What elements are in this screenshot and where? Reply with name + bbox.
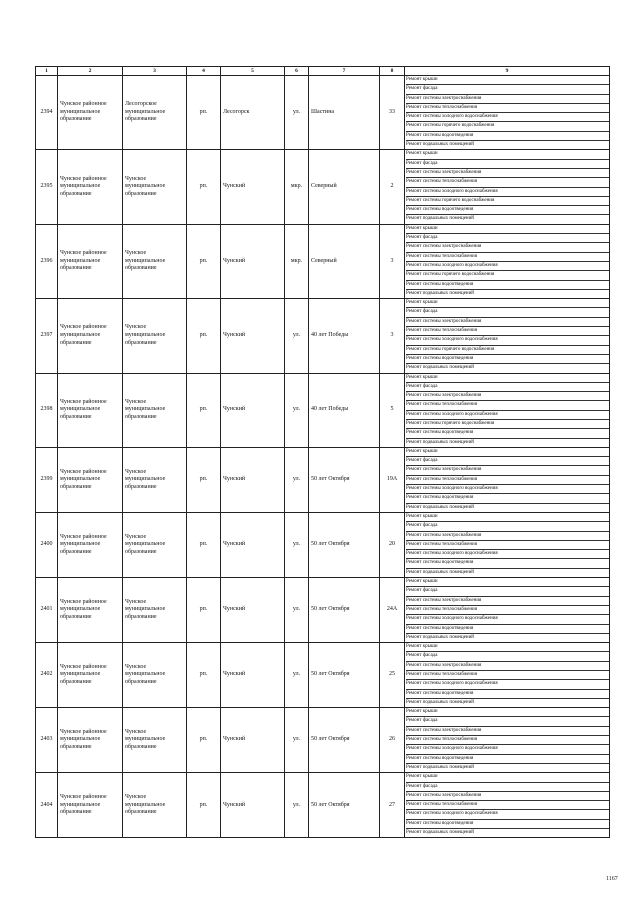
repair-work-item: Ремонт системы теплоснабжения (406, 735, 609, 744)
column-number-header-row (36, 67, 610, 76)
repair-work-item: Ремонт подвальных помещений (406, 698, 609, 707)
repair-work-item: Ремонт системы электроснабжения (406, 726, 609, 735)
district-municipality: Чунское районное муниципальное образование (58, 373, 123, 447)
repair-work-item: Ремонт системы горячего водоснабжения (406, 196, 609, 205)
house-number: 27 (380, 773, 405, 838)
street-name: 50 лет Октября (309, 512, 380, 577)
locality-name: Чунский (221, 512, 285, 577)
house-number: 24А (380, 578, 405, 643)
repair-work-item: Ремонт фасада (406, 307, 609, 316)
repair-work-item: Ремонт системы горячего водоснабжения (406, 419, 609, 428)
district-municipality: Чунское районное муниципальное образование (58, 773, 123, 838)
district-municipality: Чунское районное муниципальное образование (58, 76, 123, 150)
repair-registry-table (35, 66, 610, 838)
repair-work-item: Ремонт подвальных помещений (406, 214, 609, 223)
locality-name: Чунский (221, 447, 285, 512)
table-row (36, 773, 610, 838)
street-name: 50 лет Октября (309, 708, 380, 773)
repair-works-list (405, 578, 610, 643)
district-municipality: Чунское районное муниципальное образование (58, 224, 123, 298)
repair-work-item: Ремонт системы водоотведения (406, 624, 609, 633)
locality-type: рп. (187, 76, 221, 150)
street-name: 50 лет Октября (309, 578, 380, 643)
table-row (36, 224, 610, 298)
record-number: 2399 (36, 447, 58, 512)
record-number: 2395 (36, 150, 58, 224)
locality-name: Лесогорск (221, 76, 285, 150)
locality-name: Чунский (221, 708, 285, 773)
repair-work-item: Ремонт фасада (406, 521, 609, 530)
repair-work-item: Ремонт системы электроснабжения (406, 94, 609, 103)
repair-work-item: Ремонт подвальных помещений (406, 438, 609, 447)
repair-works-list (405, 643, 610, 708)
repair-work-item: Ремонт системы горячего водоснабжения (406, 270, 609, 279)
locality-type: рп. (187, 578, 221, 643)
repair-work-item: Ремонт крыши (406, 513, 438, 519)
repair-work-item: Ремонт системы водоотведения (406, 558, 609, 567)
record-number: 2396 (36, 224, 58, 298)
page-number: 1167 (606, 876, 618, 882)
house-number: 3 (380, 224, 405, 298)
district-municipality: Чунское районное муниципальное образование (58, 643, 123, 708)
repair-work-item: Ремонт системы теплоснабжения (406, 326, 609, 335)
repair-work-item: Ремонт системы холодного водоснабжения (406, 679, 609, 688)
repair-work-item: Ремонт подвальных помещений (406, 289, 609, 298)
repair-work-item: Ремонт фасада (406, 716, 609, 725)
record-number: 2398 (36, 373, 58, 447)
street-type: ул. (285, 578, 309, 643)
street-type: ул. (285, 447, 309, 512)
repair-work-item: Ремонт фасада (406, 456, 609, 465)
repair-work-item: Ремонт системы холодного водоснабжения (406, 335, 609, 344)
street-type: ул. (285, 643, 309, 708)
repair-work-item: Ремонт системы электроснабжения (406, 168, 609, 177)
repair-work-item: Ремонт системы водоотведения (406, 131, 609, 140)
repair-work-item: Ремонт системы электроснабжения (406, 317, 609, 326)
settlement-municipality: Чунское муниципальное образование (123, 299, 187, 373)
locality-name: Чунский (221, 578, 285, 643)
settlement-municipality: Чунское муниципальное образование (123, 643, 187, 708)
repair-work-item: Ремонт системы холодного водоснабжения (406, 549, 609, 558)
repair-work-item: Ремонт системы электроснабжения (406, 531, 609, 540)
settlement-municipality: Чунское муниципальное образование (123, 224, 187, 298)
repair-works-list (405, 373, 610, 447)
col-header: 4 (187, 67, 221, 76)
locality-type: рп. (187, 643, 221, 708)
locality-name: Чунский (221, 299, 285, 373)
repair-works-list (405, 150, 610, 224)
repair-work-item: Ремонт системы холодного водоснабжения (406, 744, 609, 753)
col-header: 5 (221, 67, 285, 76)
settlement-municipality: Лесогорское муниципальное образование (123, 76, 187, 150)
district-municipality: Чунское районное муниципальное образование (58, 512, 123, 577)
locality-type: рп. (187, 708, 221, 773)
locality-type: рп. (187, 373, 221, 447)
repair-work-item: Ремонт фасада (406, 233, 609, 242)
locality-type: рп. (187, 150, 221, 224)
table-row (36, 447, 610, 512)
repair-work-item: Ремонт крыши (406, 448, 438, 454)
repair-work-item: Ремонт системы водоотведения (406, 354, 609, 363)
repair-work-item: Ремонт крыши (406, 579, 438, 585)
house-number: 5 (380, 373, 405, 447)
street-type: ул. (285, 373, 309, 447)
col-header: 8 (380, 67, 405, 76)
repair-work-item: Ремонт системы горячего водоснабжения (406, 121, 609, 130)
record-number: 2404 (36, 773, 58, 838)
repair-works-list (405, 447, 610, 512)
district-municipality: Чунское районное муниципальное образование (58, 150, 123, 224)
table-row (36, 373, 610, 447)
repair-work-item: Ремонт системы холодного водоснабжения (406, 261, 609, 270)
record-number: 2402 (36, 643, 58, 708)
repair-work-item: Ремонт системы электроснабжения (406, 596, 609, 605)
street-type: ул. (285, 299, 309, 373)
street-type: ул. (285, 773, 309, 838)
repair-work-item: Ремонт крыши (406, 644, 438, 650)
table-row (36, 643, 610, 708)
locality-type: рп. (187, 299, 221, 373)
repair-work-item: Ремонт фасада (406, 782, 609, 791)
house-number: 26 (380, 708, 405, 773)
repair-works-list (405, 224, 610, 298)
house-number: 25 (380, 643, 405, 708)
repair-work-item: Ремонт системы электроснабжения (406, 465, 609, 474)
street-type: ул. (285, 512, 309, 577)
street-name: 40 лет Победы (309, 373, 380, 447)
repair-work-item: Ремонт системы теплоснабжения (406, 177, 609, 186)
repair-work-item: Ремонт фасада (406, 84, 609, 93)
col-header: 6 (285, 67, 309, 76)
locality-type: рп. (187, 224, 221, 298)
repair-work-item: Ремонт системы холодного водоснабжения (406, 614, 609, 623)
repair-work-item: Ремонт системы теплоснабжения (406, 103, 609, 112)
record-number: 2403 (36, 708, 58, 773)
locality-name: Чунский (221, 224, 285, 298)
repair-works-list (405, 708, 610, 773)
settlement-municipality: Чунское муниципальное образование (123, 578, 187, 643)
settlement-municipality: Чунское муниципальное образование (123, 373, 187, 447)
street-name: 50 лет Октября (309, 773, 380, 838)
repair-work-item: Ремонт системы водоотведения (406, 819, 609, 828)
repair-work-item: Ремонт крыши (406, 709, 438, 715)
repair-work-item: Ремонт системы электроснабжения (406, 242, 609, 251)
repair-work-item: Ремонт системы теплоснабжения (406, 800, 609, 809)
repair-work-item: Ремонт подвальных помещений (406, 763, 609, 772)
repair-work-item: Ремонт фасада (406, 159, 609, 168)
repair-work-item: Ремонт системы водоотведения (406, 280, 609, 289)
repair-work-item: Ремонт подвальных помещений (406, 633, 609, 642)
repair-work-item: Ремонт подвальных помещений (406, 363, 609, 372)
repair-work-item: Ремонт подвальных помещений (406, 568, 609, 577)
table-row (36, 76, 610, 150)
locality-type: рп. (187, 773, 221, 838)
street-name: 40 лет Победы (309, 299, 380, 373)
record-number: 2394 (36, 76, 58, 150)
repair-work-item: Ремонт системы холодного водоснабжения (406, 809, 609, 818)
repair-work-item: Ремонт фасада (406, 651, 609, 660)
repair-works-list (405, 76, 610, 150)
house-number: 20 (380, 512, 405, 577)
repair-work-item: Ремонт системы теплоснабжения (406, 252, 609, 261)
district-municipality: Чунское районное муниципальное образование (58, 299, 123, 373)
table-row (36, 150, 610, 224)
table-row (36, 512, 610, 577)
settlement-municipality: Чунское муниципальное образование (123, 150, 187, 224)
repair-work-item: Ремонт подвальных помещений (406, 140, 609, 149)
repair-work-item: Ремонт подвальных помещений (406, 503, 609, 512)
repair-works-list (405, 773, 610, 838)
street-type: ул. (285, 76, 309, 150)
house-number: 19А (380, 447, 405, 512)
street-type: ул. (285, 708, 309, 773)
locality-type: рп. (187, 447, 221, 512)
locality-name: Чунский (221, 373, 285, 447)
repair-works-list (405, 299, 610, 373)
locality-name: Чунский (221, 150, 285, 224)
col-header: 7 (309, 67, 380, 76)
repair-work-item: Ремонт крыши (406, 77, 438, 82)
repair-work-item: Ремонт системы теплоснабжения (406, 670, 609, 679)
street-name: 50 лет Октября (309, 447, 380, 512)
settlement-municipality: Чунское муниципальное образование (123, 512, 187, 577)
col-header: 1 (36, 67, 58, 76)
repair-work-item: Ремонт системы теплоснабжения (406, 400, 609, 409)
repair-work-item: Ремонт системы горячего водоснабжения (406, 345, 609, 354)
house-number: 3 (380, 299, 405, 373)
repair-work-item: Ремонт системы водоотведения (406, 754, 609, 763)
district-municipality: Чунское районное муниципальное образование (58, 447, 123, 512)
repair-work-item: Ремонт фасада (406, 382, 609, 391)
col-header: 3 (123, 67, 187, 76)
street-name: Северный (309, 224, 380, 298)
repair-work-item: Ремонт системы электроснабжения (406, 391, 609, 400)
repair-work-item: Ремонт крыши (406, 300, 438, 306)
repair-work-item: Ремонт крыши (406, 374, 438, 380)
repair-work-item: Ремонт системы теплоснабжения (406, 540, 609, 549)
repair-work-item: Ремонт системы электроснабжения (406, 791, 609, 800)
record-number: 2397 (36, 299, 58, 373)
district-municipality: Чунское районное муниципальное образование (58, 708, 123, 773)
repair-work-item: Ремонт системы водоотведения (406, 689, 609, 698)
street-type: мкр. (285, 224, 309, 298)
repair-works-list (405, 512, 610, 577)
locality-type: рп. (187, 512, 221, 577)
street-name: 50 лет Октября (309, 643, 380, 708)
house-number: 33 (380, 76, 405, 150)
street-name: Северный (309, 150, 380, 224)
repair-work-item: Ремонт системы холодного водоснабжения (406, 187, 609, 196)
repair-work-item: Ремонт системы теплоснабжения (406, 475, 609, 484)
repair-work-item: Ремонт системы холодного водоснабжения (406, 112, 609, 121)
street-type: мкр. (285, 150, 309, 224)
locality-name: Чунский (221, 773, 285, 838)
repair-work-item: Ремонт крыши (406, 774, 438, 780)
repair-work-item: Ремонт фасада (406, 586, 609, 595)
district-municipality: Чунское районное муниципальное образование (58, 578, 123, 643)
repair-work-item: Ремонт системы водоотведения (406, 493, 609, 502)
col-header: 2 (58, 67, 123, 76)
record-number: 2401 (36, 578, 58, 643)
house-number: 2 (380, 150, 405, 224)
repair-work-item: Ремонт крыши (406, 151, 438, 157)
street-name: Шастина (309, 76, 380, 150)
repair-work-item: Ремонт крыши (406, 225, 438, 231)
settlement-municipality: Чунское муниципальное образование (123, 773, 187, 838)
repair-work-item: Ремонт системы водоотведения (406, 428, 609, 437)
table-row (36, 708, 610, 773)
repair-work-item: Ремонт системы электроснабжения (406, 661, 609, 670)
table-row (36, 299, 610, 373)
table-row (36, 578, 610, 643)
settlement-municipality: Чунское муниципальное образование (123, 447, 187, 512)
locality-name: Чунский (221, 643, 285, 708)
repair-work-item: Ремонт подвальных помещений (406, 828, 609, 837)
record-number: 2400 (36, 512, 58, 577)
repair-work-item: Ремонт системы водоотведения (406, 205, 609, 214)
repair-work-item: Ремонт системы холодного водоснабжения (406, 484, 609, 493)
repair-work-item: Ремонт системы холодного водоснабжения (406, 410, 609, 419)
repair-work-item: Ремонт системы теплоснабжения (406, 605, 609, 614)
col-header: 9 (405, 67, 610, 76)
settlement-municipality: Чунское муниципальное образование (123, 708, 187, 773)
